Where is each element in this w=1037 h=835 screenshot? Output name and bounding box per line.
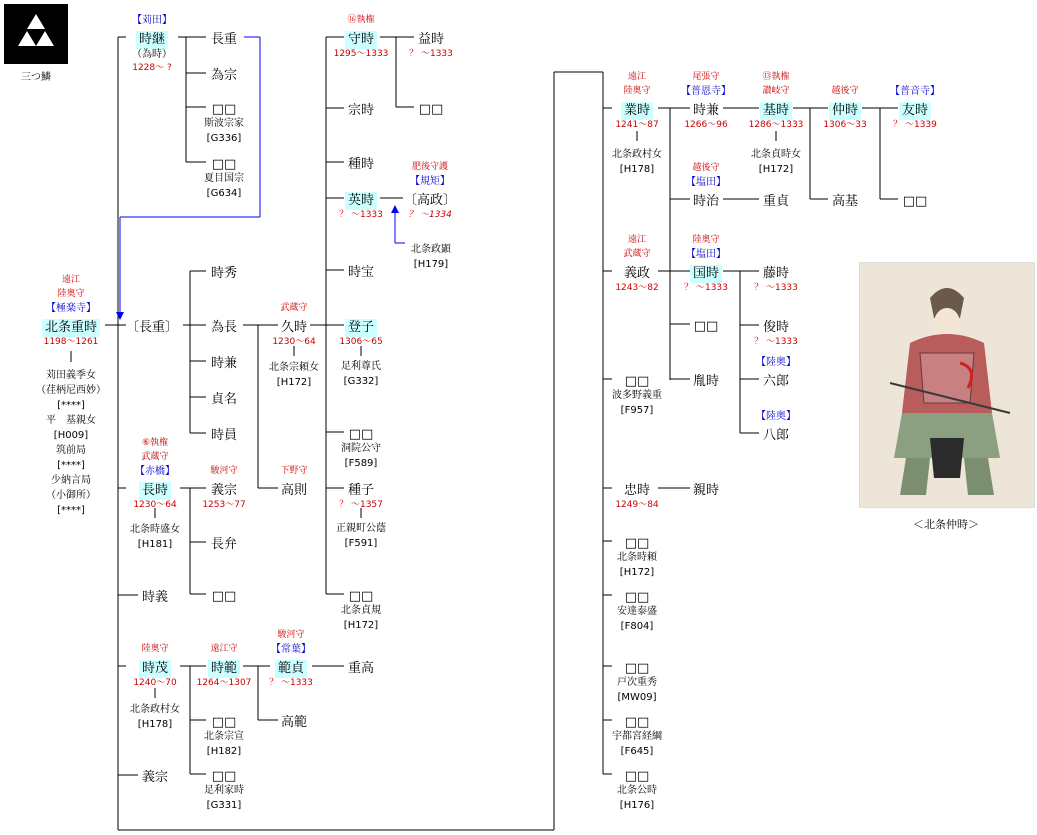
- person-name: 国時: [690, 265, 722, 283]
- person-title: ⑥執権: [141, 438, 169, 448]
- lifespan: ？ 〜1333: [684, 283, 728, 293]
- crest-label: 三つ鱗: [21, 72, 51, 83]
- person-chikatoki: [690, 479, 722, 500]
- person-name: □□: [902, 194, 928, 209]
- spouse-note: 戸次重秀: [617, 677, 657, 688]
- spouse-note: [MW09]: [617, 692, 657, 703]
- person-title: 遠江: [61, 275, 81, 285]
- person-title: 陸奥守: [692, 235, 720, 245]
- person-name: □□: [211, 715, 237, 730]
- spouse-note: [****]: [57, 460, 85, 471]
- person-name: 時茂: [139, 660, 171, 678]
- spouse-note: 宇都宮経綱: [612, 731, 662, 742]
- person-name: 登子: [345, 319, 377, 337]
- person-name: 時継: [136, 31, 168, 49]
- person-name: 宗時: [347, 103, 375, 118]
- person-tadatoki: [621, 479, 653, 500]
- spouse-note: [****]: [57, 400, 85, 411]
- person-name: 義宗: [141, 770, 169, 785]
- person-name: 時員: [210, 428, 238, 443]
- person-name: 貞名: [210, 392, 238, 407]
- person-tokikane2: [690, 99, 722, 120]
- person-title: 遠江守: [210, 644, 238, 654]
- family-branch-label: 【塩田】: [686, 249, 726, 260]
- person-moritoki: [345, 28, 377, 49]
- lifespan: ？ 〜1333: [269, 678, 313, 688]
- lifespan: ？ 〜1333: [754, 283, 798, 293]
- person-shigetoki: [42, 316, 100, 337]
- person-name: 北条重時: [42, 319, 100, 337]
- person-title: 尾張守: [692, 72, 720, 82]
- person-norisada: [275, 657, 307, 678]
- person-name: 高範: [280, 715, 308, 730]
- family-branch-label: 【普音寺】: [890, 86, 940, 97]
- person-name: 高基: [831, 194, 859, 209]
- spouse-note: 北条時頼: [617, 552, 657, 563]
- family-branch-label: 【普恩寺】: [681, 86, 731, 97]
- spouse-note: [H178]: [619, 164, 655, 175]
- lifespan: 1286〜1333: [748, 120, 804, 130]
- person-nakatoki: [829, 99, 861, 120]
- person-yoshimune2: [139, 766, 171, 787]
- person-masutoki: [415, 28, 447, 49]
- person-title: 越後守: [831, 86, 859, 96]
- lifespan: 1241〜87: [615, 120, 659, 130]
- person-name: 時兼: [692, 103, 720, 118]
- person-c_yoshimasa: [691, 315, 722, 336]
- person-tokishige: [139, 657, 171, 678]
- spouse-note: 安達泰盛: [617, 606, 657, 617]
- person-name: 守時: [345, 31, 377, 49]
- person-title: 陸奥守: [623, 86, 651, 96]
- person-name: 長弁: [210, 537, 238, 552]
- person-title: 武蔵守: [141, 452, 169, 462]
- spouse-note: [H172]: [758, 164, 794, 175]
- person-toshitoki: [760, 316, 792, 337]
- person-nagaben: [208, 533, 240, 554]
- person-name: 友時: [899, 102, 931, 120]
- spouse-note: 苅田義季女: [46, 370, 96, 381]
- person-nagatoki: [139, 479, 171, 500]
- spouse-note: [H178]: [137, 719, 173, 730]
- person-name: 親時: [692, 483, 720, 498]
- spouse-note: 北条貞時女: [751, 149, 801, 160]
- family-branch-label: 【赤橋】: [135, 466, 175, 477]
- spouse-note: 足利尊氏: [341, 361, 381, 372]
- spouse-note: [F645]: [620, 746, 654, 757]
- spouse-note: 正親町公蔭: [336, 523, 386, 534]
- spouse-note: [H172]: [619, 567, 655, 578]
- person-takanori: [278, 479, 310, 500]
- person-title: 武蔵守: [623, 249, 651, 259]
- person-title: 讃岐守: [762, 86, 790, 96]
- person-mototoki: [760, 99, 792, 120]
- person-tokiko: [345, 316, 377, 337]
- person-name: □□: [624, 374, 650, 389]
- person-name: 〔高政〕: [403, 193, 457, 208]
- spouse-note: 北条政村女: [130, 704, 180, 715]
- family-branch-label: 【陸奥】: [756, 411, 796, 422]
- person-title: 遠江: [627, 72, 647, 82]
- person-name: □□: [624, 769, 650, 784]
- person-name: 時秀: [210, 266, 238, 281]
- person-fujitoki: [760, 262, 792, 283]
- person-name: 為宗: [210, 68, 238, 83]
- spouse-note: 北条宗宣: [204, 731, 244, 742]
- person-name: □□: [624, 536, 650, 551]
- family-branch-label: 【規矩】: [410, 176, 450, 187]
- person-title: 駿河守: [210, 466, 238, 476]
- lifespan: ？ 〜1339: [893, 120, 937, 130]
- person-title: 陸奥守: [57, 289, 85, 299]
- person-hachiro: [760, 424, 792, 445]
- spouse-note: [H179]: [413, 259, 449, 270]
- person-name: 義政: [623, 266, 651, 281]
- spouse-note: [F591]: [344, 538, 378, 549]
- person-takamasa: [401, 189, 459, 210]
- person-name: 英時: [345, 192, 377, 210]
- person-yoshimune: [208, 479, 240, 500]
- lifespan: 1230〜64: [272, 337, 316, 347]
- person-name: □□: [624, 715, 650, 730]
- person-name: 益時: [417, 32, 445, 47]
- person-title: 越後守: [692, 163, 720, 173]
- family-branch-label: 【塩田】: [686, 177, 726, 188]
- spouse-note: [H172]: [343, 620, 379, 631]
- person-name: 範貞: [275, 660, 307, 678]
- spouse-note: [G634]: [206, 188, 242, 199]
- person-c_adachi: [622, 586, 653, 607]
- person-c_hatano: [622, 370, 653, 391]
- person-name: 義宗: [210, 483, 238, 498]
- person-title: 肥後守護: [411, 162, 449, 172]
- person-tokikane1: [208, 352, 240, 373]
- person-name: □□: [348, 427, 374, 442]
- spouse-note: （小御所）: [46, 490, 96, 501]
- person-title: ⑯執権: [347, 15, 375, 25]
- person-takamoto: [829, 190, 861, 211]
- lifespan: ？ 〜1334: [408, 210, 452, 220]
- person-shigetaka: [345, 657, 377, 678]
- lifespan: 1295〜1333: [333, 49, 389, 59]
- person-name: 仲時: [829, 102, 861, 120]
- person-name: □□: [624, 661, 650, 676]
- person-kunitoki: [690, 262, 722, 283]
- person-tamemune: [208, 64, 240, 85]
- person-name: 高則: [280, 483, 308, 498]
- person-rokuro: [760, 370, 792, 391]
- person-name: 種時: [347, 157, 375, 172]
- person-name: 種子: [347, 483, 375, 498]
- spouse-note: [F589]: [344, 458, 378, 469]
- family-branch-label: 【陸奥】: [756, 357, 796, 368]
- person-c_natsume: [209, 153, 240, 174]
- lifespan: 1253〜77: [202, 500, 246, 510]
- lifespan: 1249〜84: [615, 500, 659, 510]
- spouse-note: 北条政顕: [411, 244, 451, 255]
- lifespan: 1198〜1261: [43, 337, 99, 347]
- person-naritoki: [621, 99, 653, 120]
- person-tokinori: [208, 657, 240, 678]
- person-tomotoki: [899, 99, 931, 120]
- lifespan: 1243〜82: [615, 283, 659, 293]
- lifespan: 1306〜33: [823, 120, 867, 130]
- person-title: 下野守: [280, 466, 308, 476]
- person-hisatoki: [278, 316, 310, 337]
- person-c_tokinori: [209, 711, 240, 732]
- person-name: 重高: [347, 661, 375, 676]
- person-title: 陸奥守: [141, 644, 169, 654]
- portrait-caption: ＜北条仲時＞: [913, 518, 979, 531]
- person-name: 藤時: [762, 266, 790, 281]
- spouse-note: 北条政村女: [612, 149, 662, 160]
- spouse-note: [H176]: [619, 800, 655, 811]
- person-tamenaga: [208, 316, 240, 337]
- person-munetoki: [345, 99, 377, 120]
- spouse-note: [H182]: [206, 746, 242, 757]
- person-name: 時治: [692, 194, 720, 209]
- person-takanori2: [278, 711, 310, 732]
- person-name: 基時: [760, 102, 792, 120]
- spouse-note: 足利家時: [204, 785, 244, 796]
- person-tokiie: [345, 261, 377, 282]
- person-name: 六郎: [762, 374, 790, 389]
- person-name: 久時: [280, 320, 308, 335]
- spouse-note: [G336]: [206, 133, 242, 144]
- spouse-note: 少納言局: [51, 475, 91, 486]
- person-name: 業時: [621, 102, 653, 120]
- spouse-note: [H181]: [137, 539, 173, 550]
- person-tanetoki2: [690, 370, 722, 391]
- person-title: ⑬執権: [762, 72, 790, 82]
- person-tokihide: [208, 262, 240, 283]
- person-yoshimasa: [621, 262, 653, 283]
- person-name: 時義: [141, 590, 169, 605]
- spouse-note: （荏柄尼西妙）: [36, 385, 106, 396]
- person-hidetoki: [345, 189, 377, 210]
- person-name: 八郎: [762, 428, 790, 443]
- spouse-note: 夏目国宗: [204, 173, 244, 184]
- person-name: 時範: [208, 660, 240, 678]
- spouse-note: [G332]: [343, 376, 379, 387]
- person-name: □□: [211, 769, 237, 784]
- person-c_tokishige: [209, 765, 240, 786]
- spouse-note: [F957]: [620, 405, 654, 416]
- person-c_sadanori: [346, 585, 377, 606]
- family-branch-label: 【極楽寺】: [46, 303, 96, 314]
- person-c_nagatoki: [209, 585, 240, 606]
- lifespan: 1266〜96: [684, 120, 728, 130]
- lifespan: ？ 〜1333: [339, 210, 383, 220]
- person-name: 重貞: [762, 194, 790, 209]
- person-nagashige2: [123, 316, 181, 337]
- person-c_tomotoki: [900, 190, 931, 211]
- person-c_toin: [346, 423, 377, 444]
- spouse-note: 斯波宗家: [204, 118, 244, 129]
- person-sadana: [208, 388, 240, 409]
- person-c_tokiyori: [622, 532, 653, 553]
- person-name: □□: [418, 102, 444, 117]
- lifespan: 1306〜65: [339, 337, 383, 347]
- person-title: 駿河守: [277, 630, 305, 640]
- spouse-note: [H009]: [53, 430, 89, 441]
- person-name: 胤時: [692, 374, 720, 389]
- spouse-note: 平 基親女: [46, 415, 96, 426]
- name-alias: （為時）: [132, 49, 172, 60]
- lifespan: 1228〜 ?: [132, 63, 172, 73]
- person-tokitsugu: [136, 28, 168, 49]
- person-name: 長重: [210, 32, 238, 47]
- person-name: □□: [211, 589, 237, 604]
- spouse-note: [G331]: [206, 800, 242, 811]
- lifespan: 1230〜64: [133, 500, 177, 510]
- person-name: □□: [624, 590, 650, 605]
- lifespan: 1240〜70: [133, 678, 177, 688]
- spouse-note: [H172]: [276, 377, 312, 388]
- person-name: 時兼: [210, 356, 238, 371]
- person-c_shiba: [209, 98, 240, 119]
- person-c_utsunomiya: [622, 711, 653, 732]
- spouse-note: 北条公時: [617, 785, 657, 796]
- person-name: □□: [693, 319, 719, 334]
- lifespan: 1264〜1307: [196, 678, 252, 688]
- family-branch-label: 【苅田】: [132, 15, 172, 26]
- person-c_masutoki: [416, 98, 447, 119]
- person-tokiyoshi: [139, 586, 171, 607]
- person-shigesada: [760, 190, 792, 211]
- person-name: 時宝: [347, 265, 375, 280]
- lifespan: ？ 〜1333: [754, 337, 798, 347]
- person-c_totsugi: [622, 657, 653, 678]
- person-tokikazu: [208, 424, 240, 445]
- family-branch-label: 【常葉】: [271, 644, 311, 655]
- spouse-note: 波多野義重: [612, 390, 662, 401]
- person-name: □□: [348, 589, 374, 604]
- person-nagashige1: [208, 28, 240, 49]
- nakatoki-portrait-image: [859, 262, 1035, 508]
- person-name: □□: [211, 102, 237, 117]
- spouse-note: 筑前局: [56, 445, 86, 456]
- spouse-note: [F804]: [620, 621, 654, 632]
- person-tokiharu: [690, 190, 722, 211]
- person-title: 武蔵守: [280, 303, 308, 313]
- spouse-note: 北条宗頼女: [269, 362, 319, 373]
- person-name: 忠時: [623, 483, 651, 498]
- person-name: 為長: [210, 320, 238, 335]
- spouse-note: 北条貞規: [341, 605, 381, 616]
- person-title: 遠江: [627, 235, 647, 245]
- person-name: 〔長重〕: [125, 320, 179, 335]
- person-name: 俊時: [762, 320, 790, 335]
- adoption-arrow-icon: [391, 205, 399, 213]
- person-name: □□: [211, 157, 237, 172]
- person-name: 長時: [139, 482, 171, 500]
- lifespan: ？ 〜1357: [339, 500, 383, 510]
- person-c_kintoki: [622, 765, 653, 786]
- spouse-note: 北条時盛女: [130, 524, 180, 535]
- lifespan: ？ 〜1333: [409, 49, 453, 59]
- person-tanetoki: [345, 153, 377, 174]
- person-taneko: [345, 479, 377, 500]
- spouse-note: [****]: [57, 505, 85, 516]
- spouse-note: 洞院公守: [341, 443, 381, 454]
